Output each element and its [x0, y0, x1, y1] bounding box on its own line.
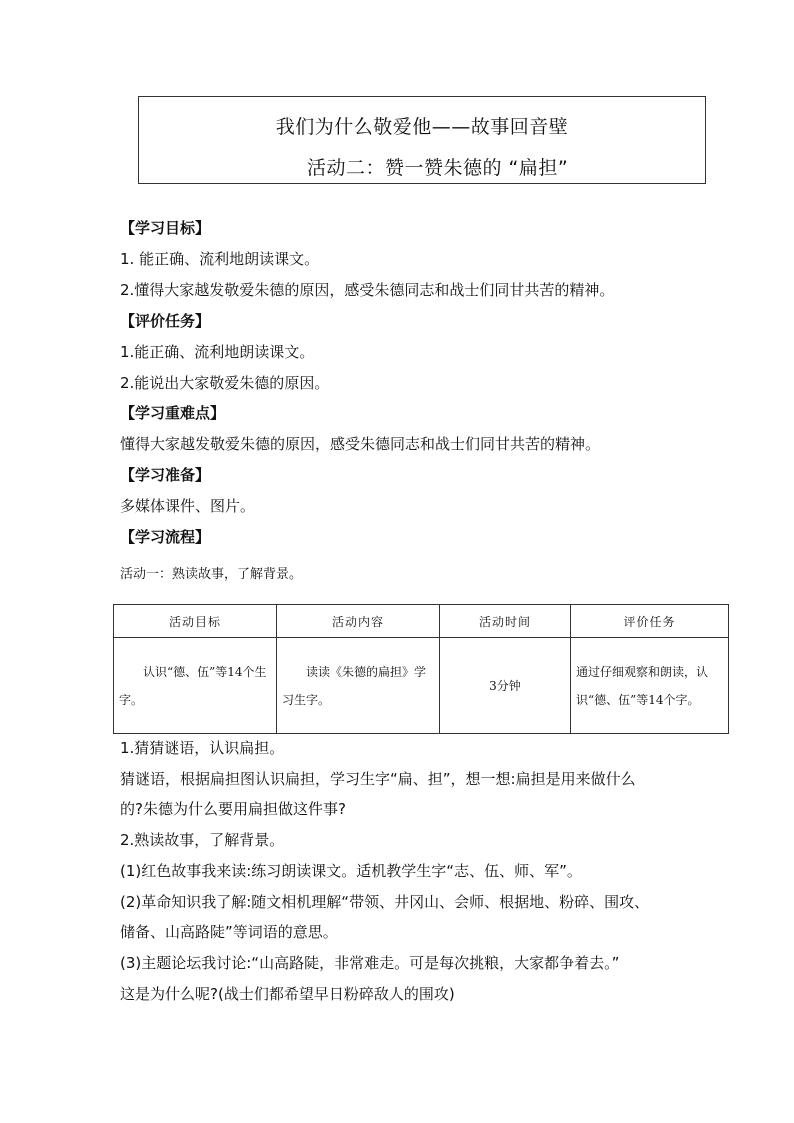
table-cell-content: 读读《朱德的扁担》学习生字。 [277, 638, 440, 734]
title-box [138, 96, 706, 184]
key-heading: 【学习重难点】 [120, 404, 226, 422]
key-text: 懂得大家越发敬爱朱德的原因，感受朱德同志和战士们同甘共苦的精神。 [120, 435, 601, 453]
body-p5b: 储备、山高路陡”等词语的意思。 [120, 923, 338, 941]
table-cell-time: 3分钟 [440, 638, 571, 734]
prep-heading: 【学习准备】 [120, 466, 211, 484]
table-header-content: 活动内容 [277, 605, 440, 638]
body-p6b: 这是为什么呢?(战士们都希望早日粉碎敌人的围攻) [120, 985, 455, 1003]
table-header-eval: 评价任务 [571, 605, 729, 638]
table-cell-goal: 认识“德、伍”等14个生字。 [114, 638, 277, 734]
table-row [114, 638, 729, 734]
body-p1: 1.猜猜谜语，认识扁担。 [120, 739, 285, 757]
body-p3: 2.熟读故事，了解背景。 [120, 831, 285, 849]
page-title: 我们为什么敬爱他——故事回音壁 [275, 116, 569, 138]
goal-item-1: 1. 能正确、流利地朗读课文。 [120, 250, 320, 268]
table-cell-eval: 通过仔细观察和朗读，认识“德、伍”等14个字。 [571, 638, 729, 734]
body-p4: (1)红色故事我来读:练习朗读课文。适机教学生字“志、伍、师、军”。 [120, 862, 582, 880]
eval-item-2: 2.能说出大家敬爱朱德的原因。 [120, 374, 330, 392]
activity1-text: 活动一：熟读故事，了解背景。 [120, 567, 303, 582]
goal-item-2: 2.懂得大家越发敬爱朱德的原因，感受朱德同志和战士们同甘共苦的精神。 [120, 281, 615, 299]
activity-table [113, 604, 729, 734]
prep-text: 多媒体课件、图片。 [120, 497, 256, 515]
body-p2b: 的?朱德为什么要用扁担做这件事? [120, 800, 346, 818]
body-p6a: (3)主题论坛我讨论:“山高路陡，非常难走。可是每次挑粮，大家都争着去。” [120, 954, 620, 972]
table-header-time: 活动时间 [440, 605, 571, 638]
page-subtitle: 活动二：赞一赞朱德的 “扁担” [307, 157, 569, 179]
eval-item-1: 1.能正确、流利地朗读课文。 [120, 343, 315, 361]
flow-heading: 【学习流程】 [120, 528, 211, 546]
body-p5a: (2)革命知识我了解:随文相机理解“带领、井冈山、会师、根据地、粉碎、围攻、 [120, 893, 650, 911]
eval-heading: 【评价任务】 [120, 312, 211, 330]
goals-heading: 【学习目标】 [120, 219, 211, 237]
table-header-row [114, 605, 729, 638]
body-p2a: 猜谜语，根据扁担图认识扁担，学习生字“扁、担”，想一想:扁担是用来做什么 [120, 770, 636, 788]
table-header-goal: 活动目标 [114, 605, 277, 638]
